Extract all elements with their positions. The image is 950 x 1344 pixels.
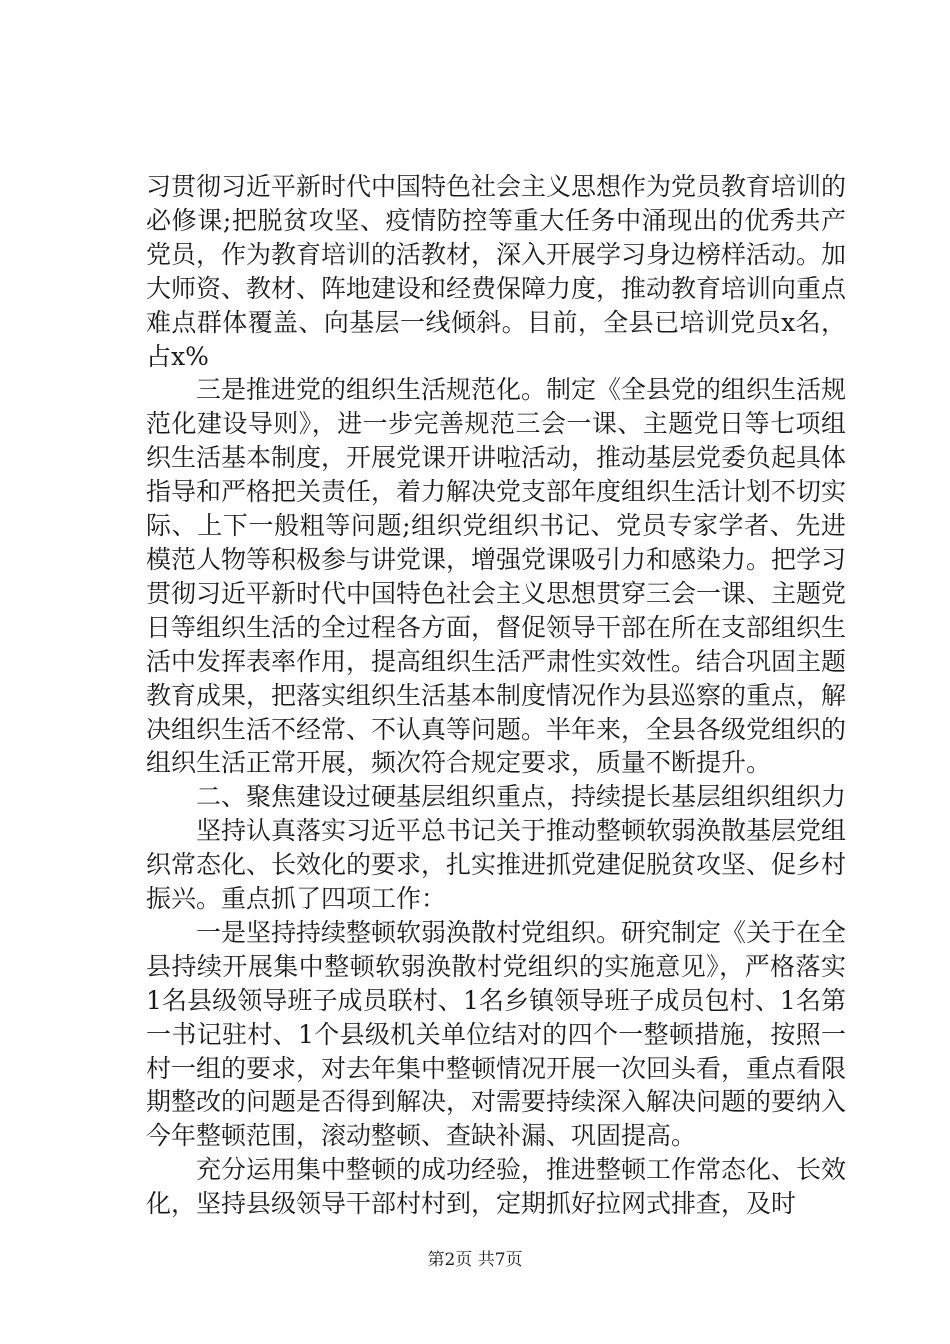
paragraph-item-three: 三是推进党的组织生活规范化。制定《全县党的组织生活规范化建设导则》，进一步完善规范三会一课、主题党日等七项组织生活基本制度，开展党课开讲啦活动，推动基层党委负起具体指导和严格把关责任，着力解决党支部年度组织生活计划不切实际、上下一般粗等问题;组织党组织书记、党员专家学者、先进模范人物等积极参与讲党课，增强党课吸引力和感染力。把学习贯彻习近平新时代中国特色社会主义思想贯穿三会一课、主题党日等组织生活的全过程各方面，督促领导干部在所在支部组织生活中发挥表率作用，提高组织生活严肃性实效性。结合巩固主题教育成果，把落实组织生活基本制度情况作为县巡察的重点，解决组织生活不经常、不认真等问题。半年来，全县各级党组织的组织生活正常开展，频次符合规定要求，质量不断提升。 xyxy=(146,375,847,778)
page-number-footer: 第2页 共7页 xyxy=(427,1250,523,1270)
paragraph-experience: 充分运用集中整顿的成功经验，推进整顿工作常态化、长效化，坚持县级领导干部村村到，定期抓好拉网式排查，及时 xyxy=(146,1155,847,1219)
document-body xyxy=(146,170,846,1221)
paragraph-intro: 坚持认真落实习近平总书记关于推动整顿软弱涣散基层党组织常态化、长效化的要求，扎实推进抓党建促脱贫攻坚、促乡村振兴。重点抓了四项工作： xyxy=(146,816,847,914)
section-heading-two: 二、聚焦建设过硬基层组织重点，持续提长基层组织组织力 xyxy=(196,782,847,812)
paragraph-continuation: 习贯彻习近平新时代中国特色社会主义思想作为党员教育培训的必修课;把脱贫攻坚、疫情防控等重大任务中涌现出的优秀共产党员，作为教育培训的活教材，深入开展学习身边榜样活动。加大师资、教材、阵地建设和经费保障力度，推动教育培训向重点难点群体覆盖、向基层一线倾斜。目前，全县已培训党员x名，占x% xyxy=(146,172,847,371)
paragraph-item-one: 一是坚持持续整顿软弱涣散村党组织。研究制定《关于在全县持续开展集中整顿软弱涣散村党组织的实施意见》，严格落实1名县级领导班子成员联村、1名乡镇领导班子成员包村、1名第一书记驻村、1个县级机关单位结对的四个一整顿措施，按照一村一组的要求，对去年集中整顿情况开展一次回头看，重点看限期整改的问题是否得到解决，对需要持续深入解决问题的要纳入今年整顿范围，滚动整顿、查缺补漏、巩固提高。 xyxy=(146,917,847,1151)
